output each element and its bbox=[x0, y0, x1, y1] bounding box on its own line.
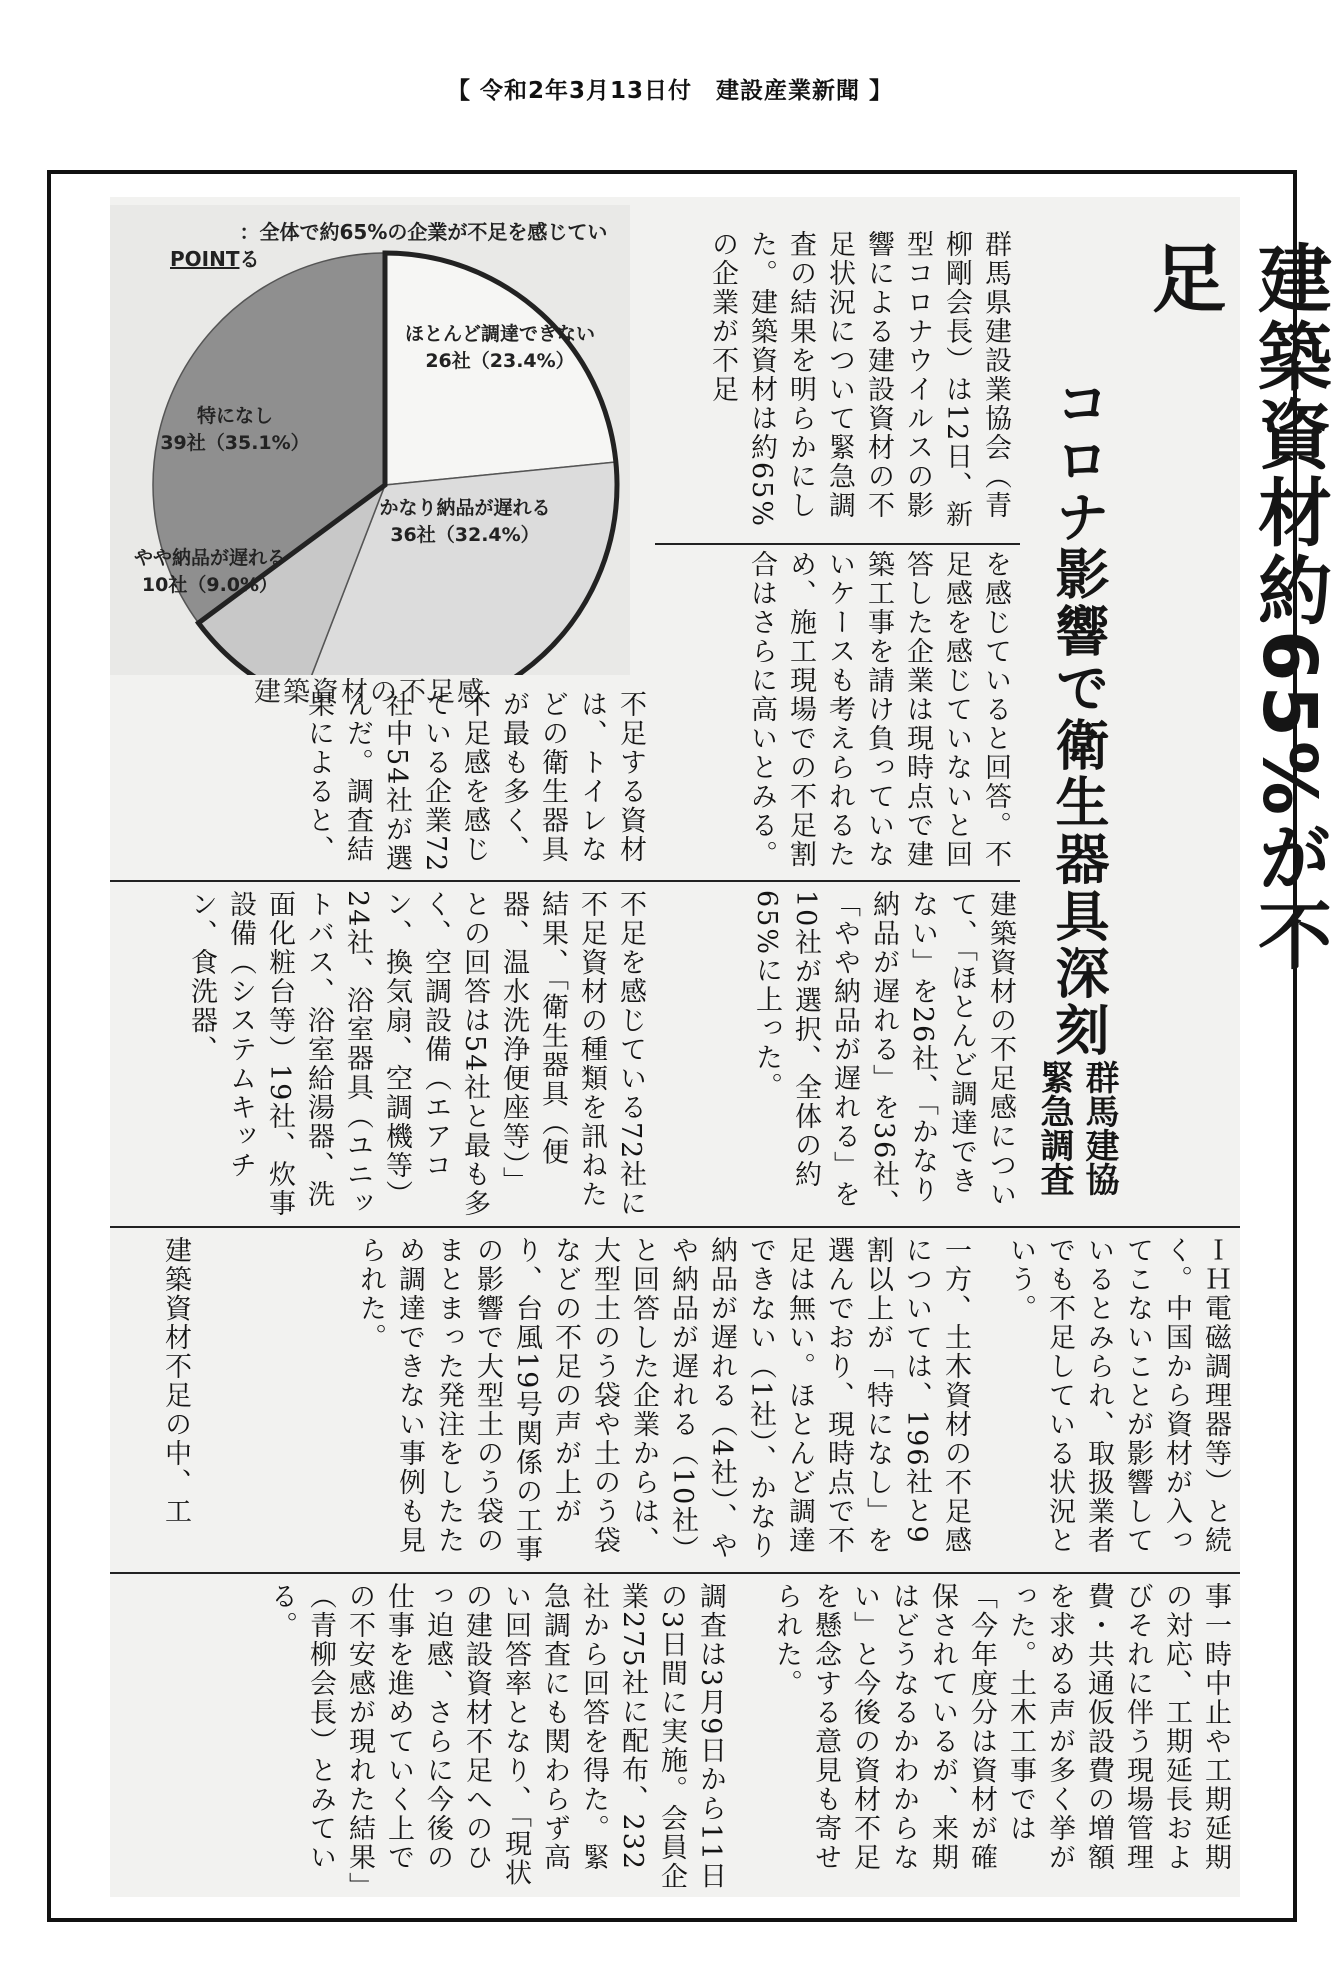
divider-4 bbox=[110, 1572, 1240, 1574]
newspaper-header: 【 令和2年3月13日付 建設産業新聞 】 bbox=[446, 78, 894, 104]
slice-label-slightly-late: やや納品が遅れる 10社（9.0%） bbox=[133, 547, 286, 596]
text-col-h: 建築資材不足の中、工 bbox=[160, 1236, 191, 1526]
headline-sub: コロナ影響で衛生器具深刻 bbox=[1047, 375, 1110, 1059]
slice-label-none: 特になし 39社（35.1%） bbox=[160, 405, 310, 454]
text-col-g: 一方、土木資材の不足感については、196社と9割以上が「特になし」を選んでおり、現時点で不足は無い。ほとんど調達できない（1社）、かなり納品が遅れる（4社）、やや納品が遅れる（10社）と回答した企業からは、大型土のう袋や土のう袋などの不足の声が上がり、台風19号関係の工事の影響で大型土のう袋のまとまった発注をしたため調達できない事例も見られた。 bbox=[355, 1236, 971, 1565]
divider-3 bbox=[110, 1226, 1240, 1228]
divider-1 bbox=[655, 543, 1020, 545]
chart-point-tag: POINT bbox=[170, 247, 240, 271]
divider-2 bbox=[110, 880, 1020, 882]
text-col-d: 建築資材の不足感について、「ほとんど調達できない」を26社、「かなり納品が遅れる」を36社、「やや納品が遅れる」を10社が選択、全体の約65%に上った。 bbox=[751, 890, 1016, 1219]
text-col-a: 群馬県建設業協会（青柳剛会長）は12日、新型コロナウイルスの影響による建設資材の不足状況について緊急調査の結果を明らかにした。建築資材は約65%の企業が不足 bbox=[707, 230, 1011, 530]
chart-title: 建築資材の不足感 bbox=[254, 677, 486, 708]
text-col-e: 不足を感じている72社に不足資材の種類を訊ねた結果、「衛生器具（便器、温水洗浄便座等）」との回答は54社と最も多く、空調設備（エアコン、換気扇、空調機等）24社、浴室器具（ユニットバス、浴室給湯器、洗面化粧台等）19社、炊事設備（システムキッチン、食洗器、 bbox=[186, 890, 646, 1219]
chart-point-text: ：全体で約65%の企業が不足を感じている bbox=[239, 220, 608, 271]
slice-label-very-late: かなり納品が遅れる 36社（32.4%） bbox=[379, 497, 551, 546]
slice-label-hardly: ほとんど調達できない 26社（23.4%） bbox=[404, 323, 595, 372]
headline-tag-2: 緊急調査 bbox=[1034, 1060, 1074, 1196]
text-col-b: を感じていると回答。不足感を感じていないと回答した企業は現時点で建築工事を請け負っていないケースも考えられるため、施工現場での不足割合はさらに高いとみる。 bbox=[746, 550, 1011, 869]
pie-chart-panel bbox=[110, 205, 630, 675]
text-col-c: 不足する資材は、トイレなどの衛生器具が最も多く、不足感を感じている企業72社中54社が選んだ。調査結果によると、 bbox=[303, 690, 646, 874]
text-col-i: 事一時中止や工期延期の対応、工期延長およびそれに伴う現場管理費・共通仮設費の増額を求める声が多く挙がった。土木工事では「今年度分は資材が確保されているが、来期はどうなるかわからない」と今後の資材不足を懸念する意見も寄せられた。 bbox=[771, 1582, 1231, 1872]
text-col-j: 調査は3月9日から11日の3日間に実施。会員企業275社に配布、232社から回答を得た。緊急調査にも関わらず高い回答率となり、「現状の建設資材不足へのひっ迫感、さらに今後の仕事を進めていく上での不安感が現れた結果」（青柳会長）とみている。 bbox=[266, 1582, 726, 1892]
headline-tag-1: 群馬建協 bbox=[1079, 1060, 1119, 1196]
text-col-f: ＩＨ電磁調理器等）と続く。中国から資材が入ってこないことが影響しているとみられ、取扱業者でも不足している状況という。 bbox=[1005, 1236, 1231, 1555]
headline-main: 建築資材約65%が不足 bbox=[1140, 240, 1332, 976]
